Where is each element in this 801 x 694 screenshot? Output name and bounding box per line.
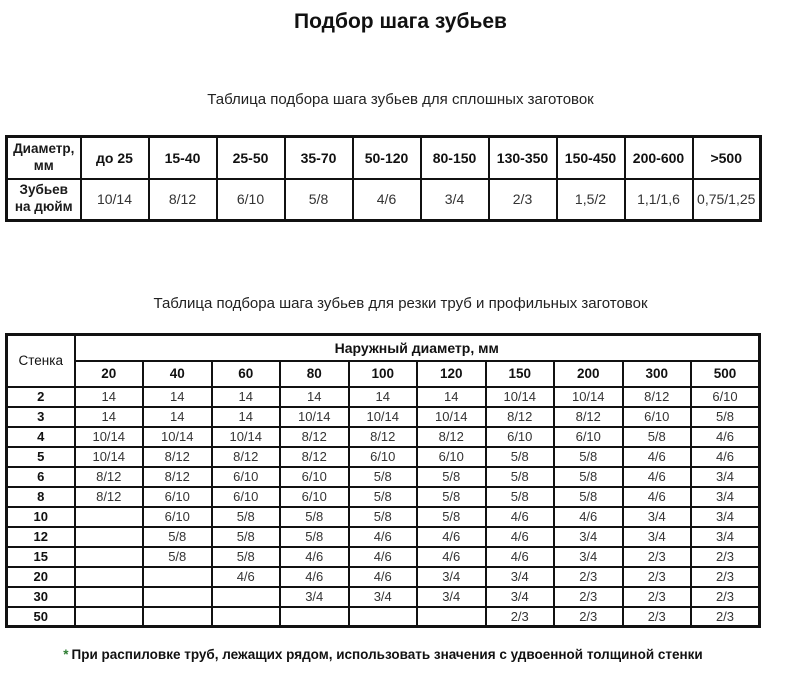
pitch-value: 8/12 [75,487,144,507]
pitch-table-row [7,547,760,567]
pitch-value: 3/4 [554,547,623,567]
ated-diameter-range: 50-120 [353,137,421,179]
t1-diameter-row [7,137,761,179]
pitch-value: 5/8 [349,487,418,507]
pitch-value [212,607,281,627]
pitch-value: 5/8 [417,507,486,527]
pitch-value: 4/6 [417,547,486,567]
ated-diameter-range: 150-450 [557,137,625,179]
wall-thickness-value: 3 [7,407,75,427]
pitch-value: 2/3 [486,607,555,627]
pitch-value: 3/4 [691,507,760,527]
pitch-value: 14 [349,387,418,407]
pitch-value [75,567,144,587]
pitch-value: 14 [212,387,281,407]
teeth-per-inch-value: 10/14 [81,179,149,221]
pitch-value: 8/12 [143,447,212,467]
teeth-per-inch-value: 1,1/1,6 [625,179,693,221]
pitch-value: 6/10 [349,447,418,467]
pitch-value: 14 [212,407,281,427]
pitch-value: 5/8 [280,507,349,527]
pitch-value [280,607,349,627]
pitch-value: 5/8 [486,487,555,507]
teeth-per-inch-value: 1,5/2 [557,179,625,221]
pitch-value: 3/4 [349,587,418,607]
pitch-value: 4/6 [486,547,555,567]
pitch-value: 8/12 [143,467,212,487]
pitch-value: 2/3 [623,587,692,607]
t1-teeth-row [7,179,761,221]
pitch-value: 14 [417,387,486,407]
pitch-value: 5/8 [212,507,281,527]
pitch-value: 4/6 [349,527,418,547]
pitch-value: 4/6 [280,547,349,567]
table2-caption: Таблица подбора шага зубьев для резки труб и профильных заготовок [153,295,648,312]
ated-diameter-range: до 25 [81,137,149,179]
pitch-value: 8/12 [280,447,349,467]
pitch-value: 4/6 [623,447,692,467]
pitch-table-row [7,587,760,607]
pitch-value: 2/3 [554,567,623,587]
pitch-table-row [7,467,760,487]
wall-thickness-value: 6 [7,467,75,487]
t1-teeth-label: Зубьев на дюйм [7,179,81,221]
pitch-value: 3/4 [691,467,760,487]
pitch-value: 14 [143,387,212,407]
table1-caption: Таблица подбора шага зубьев для сплошных заготовок [207,91,594,108]
t1-diameter-label: Диаметр, мм [7,137,81,179]
pitch-table-row [7,567,760,587]
pitch-value: 5/8 [554,487,623,507]
teeth-per-inch-value: 4/6 [353,179,421,221]
t2-wall-header: Стенка [7,335,75,387]
pitch-value: 10/14 [75,447,144,467]
pitch-value: 14 [280,387,349,407]
pitch-value [417,607,486,627]
pitch-value: 3/4 [280,587,349,607]
pitch-value: 6/10 [280,467,349,487]
pitch-value: 3/4 [691,487,760,507]
pitch-value: 5/8 [691,407,760,427]
wall-thickness-value: 12 [7,527,75,547]
pitch-value: 8/12 [486,407,555,427]
pitch-value: 5/8 [349,467,418,487]
t2-group-header-row [7,335,760,361]
pitch-value: 5/8 [486,467,555,487]
pitch-value: 5/8 [143,527,212,547]
pitch-value: 5/8 [554,447,623,467]
pitch-value: 6/10 [212,487,281,507]
wall-thickness-value: 50 [7,607,75,627]
pitch-table-row [7,407,760,427]
outer-diameter-column: 200 [554,361,623,387]
pitch-value: 3/4 [417,587,486,607]
pitch-value: 4/6 [623,467,692,487]
pitch-value: 10/14 [75,427,144,447]
wall-thickness-value: 20 [7,567,75,587]
pitch-value: 6/10 [212,467,281,487]
footnote [5,647,761,662]
pitch-table-row [7,387,760,407]
pitch-value [143,587,212,607]
pitch-value: 2/3 [554,587,623,607]
pitch-value: 8/12 [280,427,349,447]
outer-diameter-column: 500 [691,361,760,387]
pitch-value: 3/4 [486,587,555,607]
pitch-value: 4/6 [349,547,418,567]
pitch-value: 10/14 [554,387,623,407]
teeth-per-inch-value: 3/4 [421,179,489,221]
pitch-value: 4/6 [486,527,555,547]
wall-thickness-value: 15 [7,547,75,567]
pitch-value [212,587,281,607]
pitch-value: 4/6 [280,567,349,587]
pitch-value [75,547,144,567]
outer-diameter-column: 100 [349,361,418,387]
footnote-text: При распиловке труб, лежащих рядом, использовать значения с удвоенной толщиной стенки [71,647,703,662]
pitch-value: 4/6 [486,507,555,527]
pitch-value: 6/10 [554,427,623,447]
pitch-value: 10/14 [349,407,418,427]
ated-diameter-range: >500 [693,137,761,179]
pitch-value: 4/6 [417,527,486,547]
pitch-value: 14 [75,387,144,407]
pitch-value: 2/3 [623,607,692,627]
teeth-per-inch-value: 5/8 [285,179,353,221]
outer-diameter-column: 60 [212,361,281,387]
pitch-value: 4/6 [623,487,692,507]
pitch-value: 6/10 [623,407,692,427]
ated-diameter-range: 130-350 [489,137,557,179]
wall-thickness-value: 4 [7,427,75,447]
pitch-value: 2/3 [691,567,760,587]
pitch-value: 6/10 [417,447,486,467]
pitch-value: 3/4 [554,527,623,547]
pitch-value: 5/8 [349,507,418,527]
pitch-value: 4/6 [691,427,760,447]
pitch-value: 6/10 [691,387,760,407]
pitch-value [143,607,212,627]
pitch-value: 14 [143,407,212,427]
pitch-value [75,527,144,547]
ated-diameter-range: 80-150 [421,137,489,179]
pitch-value: 6/10 [143,507,212,527]
outer-diameter-column: 120 [417,361,486,387]
pitch-table-row [7,427,760,447]
t2-outer-diameter-header: Наружный диаметр, мм [75,335,760,361]
outer-diameter-column: 20 [75,361,144,387]
pitch-value: 8/12 [623,387,692,407]
pipe-profile-table [5,333,761,628]
wall-thickness-value: 2 [7,387,75,407]
pitch-value: 8/12 [554,407,623,427]
pitch-value: 14 [75,407,144,427]
pitch-table-row [7,447,760,467]
pitch-value: 4/6 [349,567,418,587]
pitch-value: 3/4 [623,527,692,547]
pitch-value: 5/8 [280,527,349,547]
pitch-value [75,587,144,607]
pitch-value: 6/10 [143,487,212,507]
pitch-value: 10/14 [417,407,486,427]
pitch-value: 2/3 [691,607,760,627]
pitch-value: 4/6 [554,507,623,527]
pitch-table-row [7,607,760,627]
pitch-value: 5/8 [143,547,212,567]
pitch-value: 3/4 [486,567,555,587]
pitch-table-row [7,507,760,527]
pitch-value: 2/3 [623,547,692,567]
pitch-value: 3/4 [417,567,486,587]
teeth-per-inch-value: 6/10 [217,179,285,221]
pitch-value: 10/14 [486,387,555,407]
pitch-value: 3/4 [623,507,692,527]
pitch-table-row [7,487,760,507]
outer-diameter-column: 40 [143,361,212,387]
pitch-value: 2/3 [554,607,623,627]
pitch-value: 2/3 [691,587,760,607]
ated-diameter-range: 15-40 [149,137,217,179]
pitch-value: 5/8 [554,467,623,487]
pitch-value: 5/8 [212,547,281,567]
solid-workpiece-table [5,135,762,222]
teeth-per-inch-value: 2/3 [489,179,557,221]
pitch-value: 6/10 [280,487,349,507]
pitch-value: 5/8 [212,527,281,547]
pitch-value: 5/8 [417,467,486,487]
pitch-value: 10/14 [212,427,281,447]
outer-diameter-column: 300 [623,361,692,387]
pitch-value: 6/10 [486,427,555,447]
outer-diameter-column: 150 [486,361,555,387]
pitch-value [349,607,418,627]
pitch-value: 8/12 [75,467,144,487]
pitch-value [75,607,144,627]
pitch-value [143,567,212,587]
pitch-table-row [7,527,760,547]
teeth-per-inch-value: 0,75/1,25 [693,179,761,221]
pitch-value: 8/12 [212,447,281,467]
teeth-per-inch-value: 8/12 [149,179,217,221]
pitch-value: 2/3 [691,547,760,567]
pitch-value: 4/6 [212,567,281,587]
wall-thickness-value: 5 [7,447,75,467]
wall-thickness-value: 30 [7,587,75,607]
pitch-value: 5/8 [417,487,486,507]
pitch-value: 4/6 [691,447,760,467]
pitch-value: 8/12 [349,427,418,447]
wall-thickness-value: 8 [7,487,75,507]
ated-diameter-range: 25-50 [217,137,285,179]
pitch-value [75,507,144,527]
pitch-value: 8/12 [417,427,486,447]
ated-diameter-range: 200-600 [625,137,693,179]
page-title: Подбор шага зубьев [294,10,507,33]
pitch-value: 10/14 [280,407,349,427]
pitch-value: 3/4 [691,527,760,547]
ated-diameter-range: 35-70 [285,137,353,179]
outer-diameter-column: 80 [280,361,349,387]
footnote-asterisk: * [63,647,69,662]
pitch-value: 10/14 [143,427,212,447]
pitch-value: 5/8 [486,447,555,467]
pitch-value: 5/8 [623,427,692,447]
wall-thickness-value: 10 [7,507,75,527]
pitch-value: 2/3 [623,567,692,587]
t2-diameter-columns-row [7,361,760,387]
